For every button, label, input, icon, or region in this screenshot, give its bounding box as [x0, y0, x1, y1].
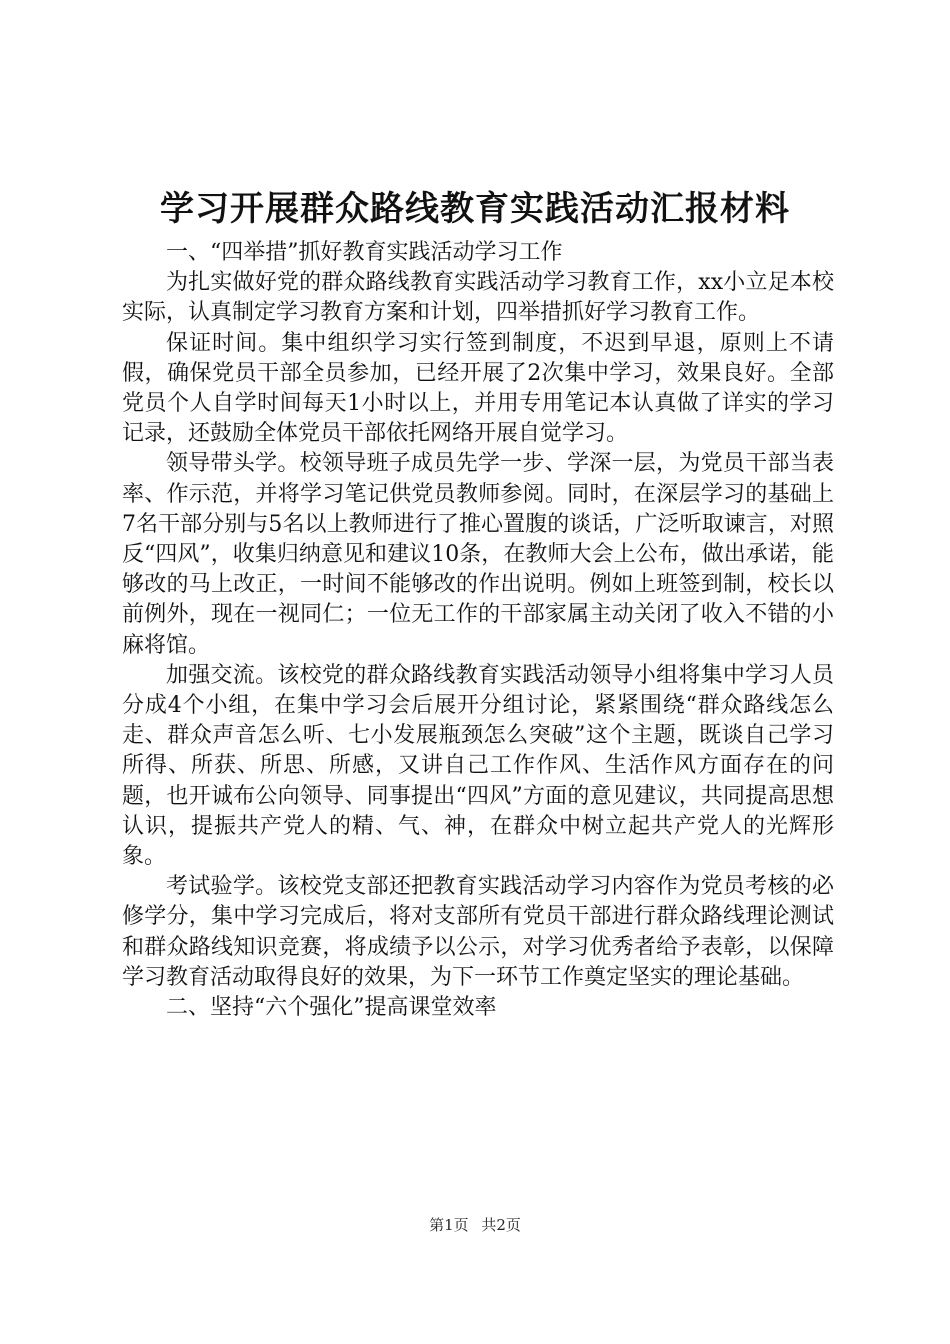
paragraph-intro: 为扎实做好党的群众路线教育实践活动学习教育工作，xx小立足本校实际，认真制定学习教育方案和计划，四举措抓好学习教育工作。	[122, 270, 834, 326]
paragraph-ensure-time: 保证时间。集中组织学习实行签到制度，不迟到早退，原则上不请假，确保党员干部全员参加，已经开展了2次集中学习，效果良好。全部党员个人自学时间每天1小时以上，并用专用笔记本认真做了详实的学习记录，还鼓励全体党员干部依托网络开展自觉学习。	[122, 330, 834, 447]
paragraph-exchange: 加强交流。该校党的群众路线教育实践活动领导小组将集中学习人员分成4个小组，在集中学习会后展开分组讨论，紧紧围绕“群众路线怎么走、群众声音怎么听、七小发展瓶颈怎么突破”这个主题，既谈自己学习所得、所获、所思、所感，又讲自己工作作风、生活作风方面存在的问题，也开诚布公向领导、同事提出“四风”方面的意见建议，共同提高思想认识，提振共产党人的精、气、神，在群众中树立起共产党人的光辉形象。	[122, 662, 834, 870]
paragraph-exam: 考试验学。该校党支部还把教育实践活动学习内容作为党员考核的必修学分，集中学习完成后，将对支部所有党员干部进行群众路线理论测试和群众路线知识竞赛，将成绩予以公示，对学习优秀者给予表彰，以保障学习教育活动取得良好的效果，为下一环节工作奠定坚实的理论基础。	[122, 874, 834, 990]
paragraph-leaders-learn: 领导带头学。校领导班子成员先学一步、学深一层，为党员干部当表率、作示范，并将学习笔记供党员教师参阅。同时，在深层学习的基础上7名干部分别与5名以上教师进行了推心置腹的谈话，广泛听取谏言，对照反“四风”，收集归纳意见和建议10条，在教师大会上公布，做出承诺，能够改的马上改正，一时间不能够改的作出说明。例如上班签到制，校长以前例外，现在一视同仁；一位无工作的干部家属主动关闭了收入不错的小麻将馆。	[122, 451, 834, 658]
section-heading-2: 二、坚持“六个强化”提高课堂效率	[166, 995, 497, 1021]
page-total: 共2页	[481, 1216, 521, 1234]
document-title: 学习开展群众路线教育实践活动汇报材料	[160, 189, 790, 229]
page-number: 第1页	[429, 1216, 469, 1234]
document-body	[122, 238, 834, 1023]
page-footer	[0, 1215, 950, 1235]
section-heading-1: 一、“四举措”抓好教育实践活动学习工作	[166, 240, 563, 265]
